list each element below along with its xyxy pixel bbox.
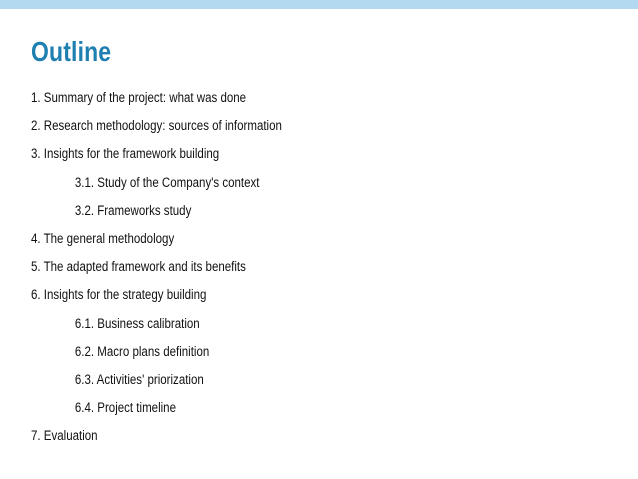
outline-item-6-1: 6.1. Business calibration — [74, 315, 200, 331]
outline-item-4: 4. The general methodology — [31, 230, 175, 246]
outline-item-3: 3. Insights for the framework building — [31, 146, 220, 162]
outline-item-2: 2. Research methodology: sources of information — [31, 118, 282, 134]
top-accent-bar — [0, 0, 638, 9]
outline-item-6: 6. Insights for the strategy building — [31, 287, 207, 303]
outline-item-1: 1. Summary of the project: what was done — [31, 90, 247, 105]
outline-item-6-2: 6.2. Macro plans definition — [74, 343, 210, 359]
outline-item-6-4: 6.4. Project timeline — [74, 400, 176, 416]
outline-item-3-2: 3.2. Frameworks study — [74, 202, 192, 218]
outline-list — [31, 84, 323, 450]
outline-item-6-3: 6.3. Activities' priorization — [74, 371, 204, 387]
outline-item-5: 5. The adapted framework and its benefits — [31, 259, 246, 275]
outline-item-7: 7. Evaluation — [31, 428, 98, 444]
outline-item-3-1: 3.1. Study of the Company's context — [74, 174, 260, 190]
slide-title: Outline — [31, 36, 112, 67]
